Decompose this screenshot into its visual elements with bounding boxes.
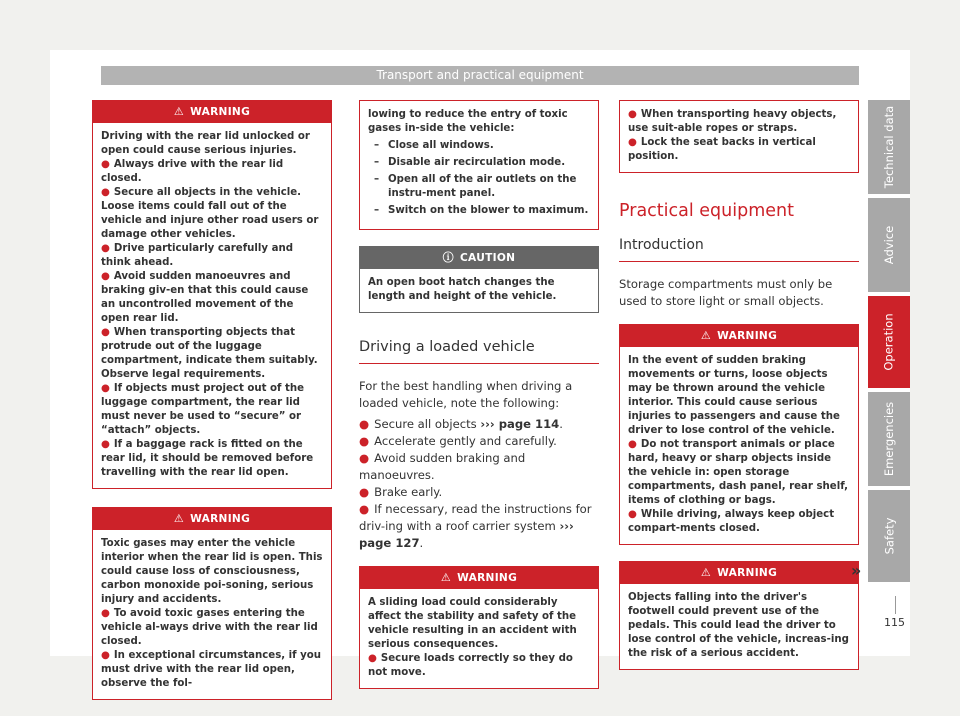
list-item: ● Always drive with the rear lid closed.: [101, 159, 284, 184]
box-title: CAUTION: [459, 252, 516, 264]
warning-box-continued: [359, 100, 599, 230]
list-item: ● Accelerate gently and carefully.: [359, 434, 557, 448]
box-text: Objects falling into the driver's footwell could prevent use of the pedals. This could lead the driver to lose control of the vehicle, increas-ing the risk of a serious accident.: [628, 592, 849, 659]
warning-triangle-icon: ⚠: [700, 566, 712, 579]
box-intro: Toxic gases may enter the vehicle interior when the rear lid is open. This could cause loss of consciousness, carbon monoxide poi-soning, serious injury and accidents.: [101, 538, 323, 605]
section-title: Driving a loaded vehicle: [359, 339, 599, 364]
warning-box-sliding-load: [359, 566, 599, 689]
list-item: ● To avoid toxic gases entering the vehicle al-ways drive with the rear lid closed.: [101, 608, 318, 647]
warning-triangle-icon: ⚠: [440, 571, 452, 584]
column-3: [619, 100, 862, 686]
warning-box-footwell: [619, 561, 862, 670]
warning-box-continued: [619, 100, 859, 173]
box-intro: Driving with the rear lid unlocked or open could cause serious injuries.: [101, 131, 310, 156]
tab-advice[interactable]: Advice: [868, 198, 910, 292]
section-title: Introduction: [619, 237, 859, 262]
list-item: ● Secure all objects in the vehicle. Loose items could fall out of the vehicle and injure other road users or damage other vehicles.: [101, 187, 319, 240]
list-item: – Disable air recirculation mode.: [368, 156, 590, 170]
warning-triangle-icon: ⚠: [700, 329, 712, 342]
list-item: ● Avoid sudden manoeuvres and braking giv-en that this could cause an uncontrolled movement of the open rear lid.: [101, 271, 309, 324]
tab-safety[interactable]: Safety: [868, 490, 910, 582]
continue-mark: »: [851, 561, 862, 580]
chapter-title: Practical equipment: [619, 201, 794, 221]
box-title: WARNING: [457, 572, 518, 584]
list-item: – Switch on the blower to maximum.: [368, 204, 590, 218]
page-header: Transport and practical equipment: [101, 66, 859, 85]
box-intro: In the event of sudden braking movements or turns, loose objects may be thrown around the vehicle interior. This could cause serious injuries to passengers and cause the driver to lose control of the vehicle.: [628, 355, 840, 436]
list-item: ● Do not transport animals or place hard, heavy or sharp objects inside the vehicle in: open storage compartments, dash panel, rear shelf, items of clothing or bags.: [628, 439, 848, 506]
tab-operation[interactable]: Operation: [868, 296, 910, 388]
warning-box-loose-objects: [619, 324, 859, 545]
list-item: ● Secure all objects ››› page 114.: [359, 417, 563, 431]
tab-emergencies[interactable]: Emergencies: [868, 392, 910, 486]
list-item: ● If objects must project out of the luggage compartment, the rear lid must never be used to “secure” or “attach” objects.: [101, 383, 305, 436]
list-item: ● In exceptional circumstances, if you must drive with the rear lid open, observe the fol-: [101, 650, 322, 689]
box-title: WARNING: [717, 330, 778, 342]
warning-box-toxic-gases: [92, 507, 332, 700]
page-number: 115: [884, 616, 905, 629]
box-title: WARNING: [190, 513, 251, 525]
warning-triangle-icon: ⚠: [173, 105, 185, 118]
caution-text: An open boot hatch changes the length and height of the vehicle.: [368, 277, 557, 302]
list-item: ● Avoid sudden braking and manoeuvres.: [359, 451, 526, 482]
column-1: [92, 100, 332, 716]
box-title: WARNING: [190, 106, 251, 118]
list-item: ● While driving, always keep object compart-ments closed.: [628, 509, 835, 534]
column-2: [359, 100, 599, 705]
warning-box-rear-lid: [92, 100, 332, 489]
list-item: ● When transporting objects that protrude out of the luggage compartment, indicate them suitably. Observe legal requirements.: [101, 327, 318, 380]
page-link[interactable]: ››› page 114: [480, 417, 560, 431]
list-item: – Open all of the air outlets on the instru-ment panel.: [368, 173, 590, 201]
list-item: ● Brake early.: [359, 485, 443, 499]
box-continued-text: lowing to reduce the entry of toxic gases in-side the vehicle:: [368, 109, 568, 134]
list-item: ● If a baggage rack is fitted on the rear lid, it should be removed before travelling with the rear lid open.: [101, 439, 314, 478]
info-circle-icon: ⓘ: [442, 251, 454, 264]
list-item: – Close all windows.: [368, 139, 590, 153]
list-item: ● When transporting heavy objects, use suit-able ropes or straps.: [628, 109, 837, 134]
list-item: ● Secure loads correctly so they do not move.: [368, 653, 573, 678]
caution-box: [359, 246, 599, 313]
page-number-divider: [895, 596, 896, 614]
list-item: ● Drive particularly carefully and think ahead.: [101, 243, 293, 268]
page-link[interactable]: ››› page 127: [359, 519, 574, 550]
box-title: WARNING: [717, 567, 778, 579]
section-body: Storage compartments must only be used to store light or small objects.: [619, 277, 833, 308]
tab-technical-data[interactable]: Technical data: [868, 100, 910, 194]
warning-triangle-icon: ⚠: [173, 512, 185, 525]
section-body: For the best handling when driving a loaded vehicle, note the following: ● Secure all objects ››› page 114. ● Accelerate gently and carefully. ● Avoid sudden braking and manoeuvres. ● Brake early. ● If necessary, read the instructions for driv-ing with a roof carrier system ››› page 127.: [359, 378, 599, 552]
box-intro: A sliding load could considerably affect the stability and safety of the vehicle resulting in an accident with serious consequences.: [368, 597, 577, 650]
list-item: ● Lock the seat backs in vertical position.: [628, 137, 816, 162]
list-item: ● If necessary, read the instructions for driv-ing with a roof carrier system ››› page 127.: [359, 502, 592, 550]
